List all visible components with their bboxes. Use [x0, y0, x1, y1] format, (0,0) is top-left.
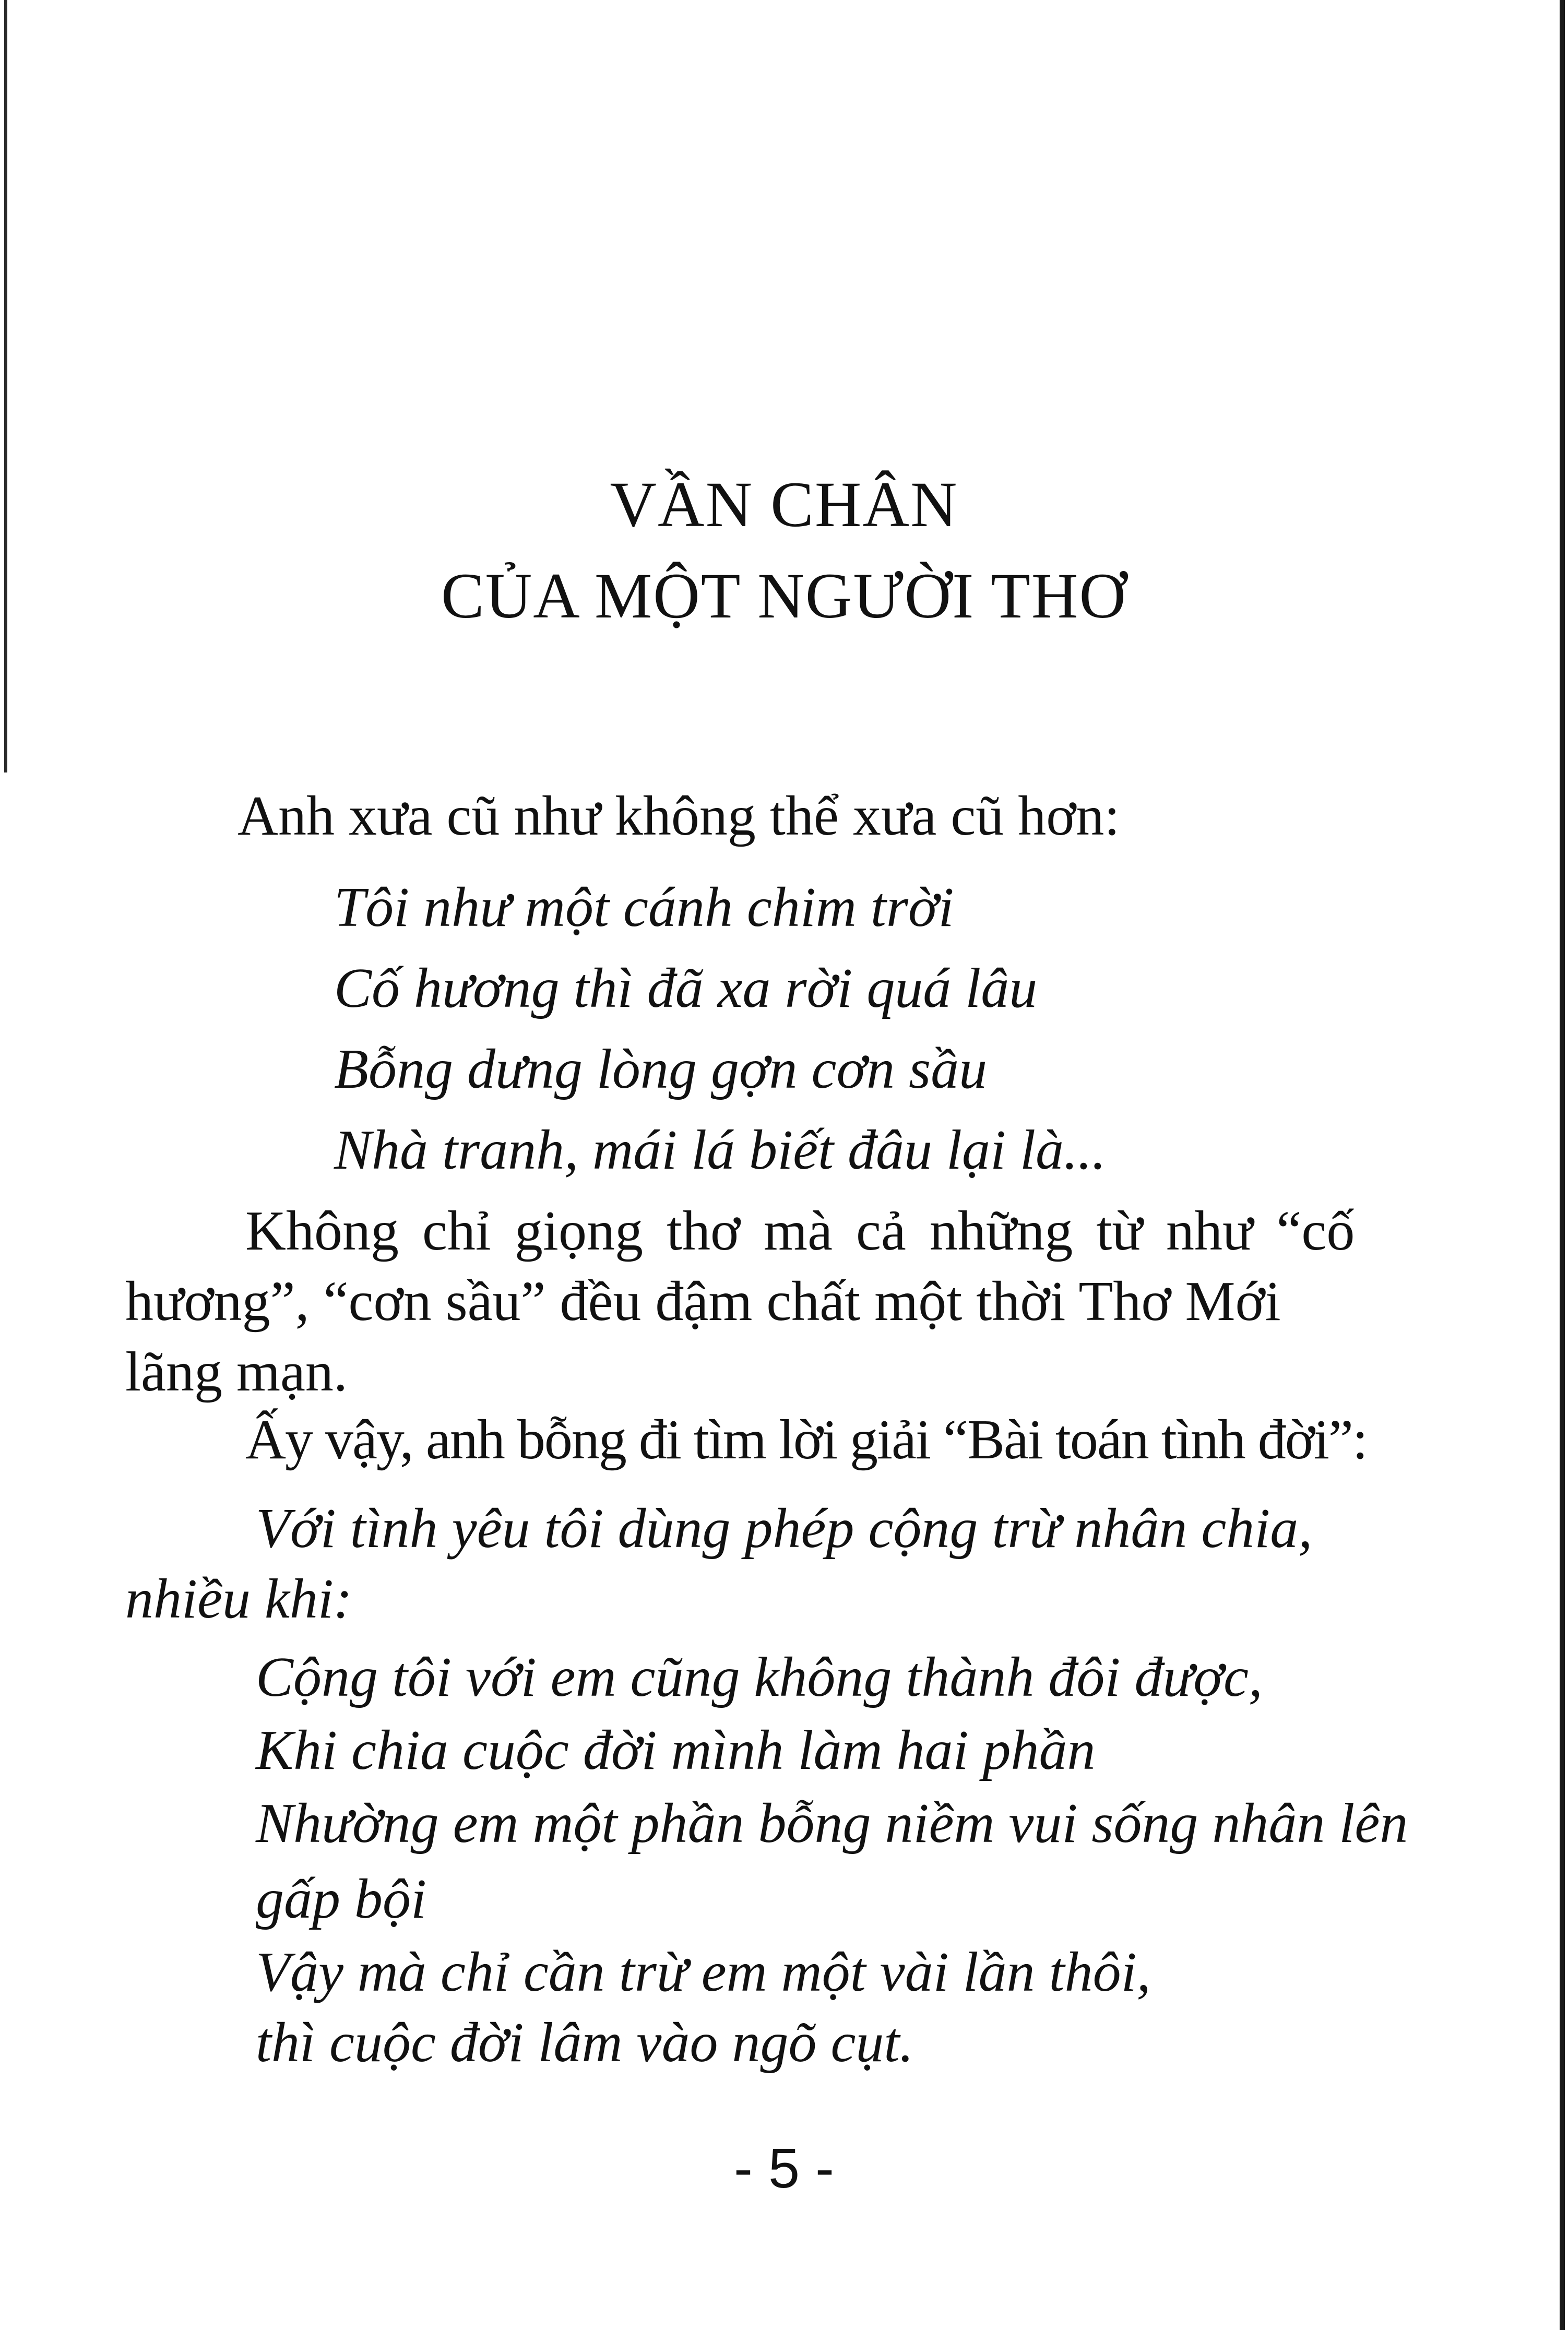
poem-1-line-1: Tôi như một cánh chim trời [334, 876, 954, 938]
scan-edge-right [1560, 0, 1565, 2330]
page-number: - 5 - [733, 2136, 834, 2200]
poem-1-line-2: Cố hương thì đã xa rời quá lâu [334, 957, 1038, 1019]
poem-2-line-3: Cộng tôi với em cũng không thành đôi được, [256, 1646, 1263, 1708]
paragraph-2-line-3: lãng mạn. [125, 1341, 348, 1403]
poem-1-line-4: Nhà tranh, mái lá biết đâu lại là... [334, 1119, 1107, 1181]
scan-edge-left [4, 0, 7, 772]
poem-2-line-2: nhiều khi: [125, 1568, 352, 1630]
poem-2-line-6: gấp bội [256, 1868, 427, 1930]
chapter-title-line-2: CỦA MỘT NGƯỜI THƠ [441, 560, 1127, 632]
paragraph-2-line-2: hương”, “cơn sầu” đều đậm chất một thời Thơ Mới [125, 1270, 1281, 1333]
poem-2-line-1: Với tình yêu tôi dùng phép cộng trừ nhân chia, [256, 1497, 1313, 1560]
poem-2-line-4: Khi chia cuộc đời mình làm hai phần [256, 1719, 1096, 1781]
paragraph-2-line-1: Không chỉ giọng thơ mà cả những từ như “cố [245, 1200, 1355, 1262]
poem-2-line-5: Nhường em một phần bỗng niềm vui sống nhân lên [256, 1792, 1408, 1855]
intro-line: Anh xưa cũ như không thể xưa cũ hơn: [237, 785, 1120, 847]
chapter-title-line-1: VẦN CHÂN [610, 469, 958, 540]
poem-2-line-7: Vậy mà chỉ cần trừ em một vài lần thôi, [256, 1941, 1151, 2003]
poem-1-line-3: Bỗng dưng lòng gợn cơn sầu [334, 1038, 988, 1100]
paragraph-3-line: Ấy vậy, anh bỗng đi tìm lời giải “Bài toán tình đời”: [245, 1409, 1367, 1471]
poem-2-line-8: thì cuộc đời lâm vào ngõ cụt. [256, 2012, 914, 2074]
